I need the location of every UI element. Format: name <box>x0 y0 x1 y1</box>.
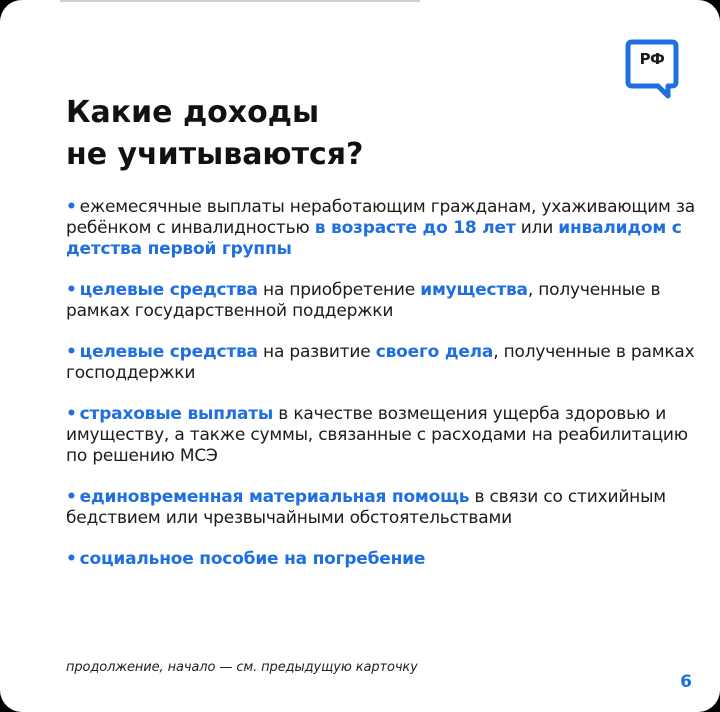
item-highlight: единовременная материальная помощь <box>79 487 470 507</box>
item-text: , полученные в рамках государственной поддержки <box>66 280 661 321</box>
item-highlight: целевые средства <box>79 280 258 300</box>
item-highlight: целевые средства <box>79 342 258 362</box>
bullet-icon: • <box>66 487 77 507</box>
list-item <box>66 487 696 529</box>
item-text: в связи со стихийным бедствием или чрезвычайными обстоятельствами <box>66 487 666 528</box>
bullet-icon: • <box>66 342 77 362</box>
title-line-1: Какие доходы <box>66 95 320 130</box>
bullet-icon: • <box>66 549 77 569</box>
speech-bubble-icon <box>624 38 680 100</box>
item-text: на приобретение <box>257 280 421 300</box>
income-list <box>66 197 696 570</box>
footer-note: продолжение, начало — см. предыдущую карточку <box>66 660 418 675</box>
bullet-icon: • <box>66 404 77 424</box>
item-text: на развитие <box>257 342 376 362</box>
item-text: или <box>515 218 559 238</box>
title-line-2: не учитываются? <box>66 137 364 172</box>
list-item <box>66 549 696 570</box>
bullet-icon: • <box>66 280 77 300</box>
item-highlight: страховые выплаты <box>79 404 274 424</box>
item-text: ежемесячные выплаты неработающим гражданам, ухаживающим за ребёнком с инвалидностью <box>66 197 695 238</box>
list-item <box>66 342 696 384</box>
logo-text: РФ <box>639 50 665 68</box>
bullet-icon: • <box>66 197 77 217</box>
page-number: 6 <box>680 672 692 692</box>
page-title <box>66 92 606 176</box>
item-highlight: социальное пособие на погребение <box>79 549 426 569</box>
item-highlight: своего дела <box>375 342 494 362</box>
list-item <box>66 404 696 467</box>
item-text: в качестве возмещения ущерба здоровью и имуществу, а также суммы, связанные с расходами на реабилитацию по решению МСЭ <box>66 404 688 466</box>
item-highlight: имущества <box>420 280 528 300</box>
list-item <box>66 280 696 322</box>
item-text: , полученные в рамках господдержки <box>66 342 695 383</box>
logo <box>624 38 680 100</box>
top-divider <box>60 0 420 2</box>
item-highlight: инвалидом с детства первой группы <box>66 218 682 259</box>
list-item <box>66 197 696 260</box>
item-highlight: в возрасте до 18 лет <box>314 218 516 238</box>
